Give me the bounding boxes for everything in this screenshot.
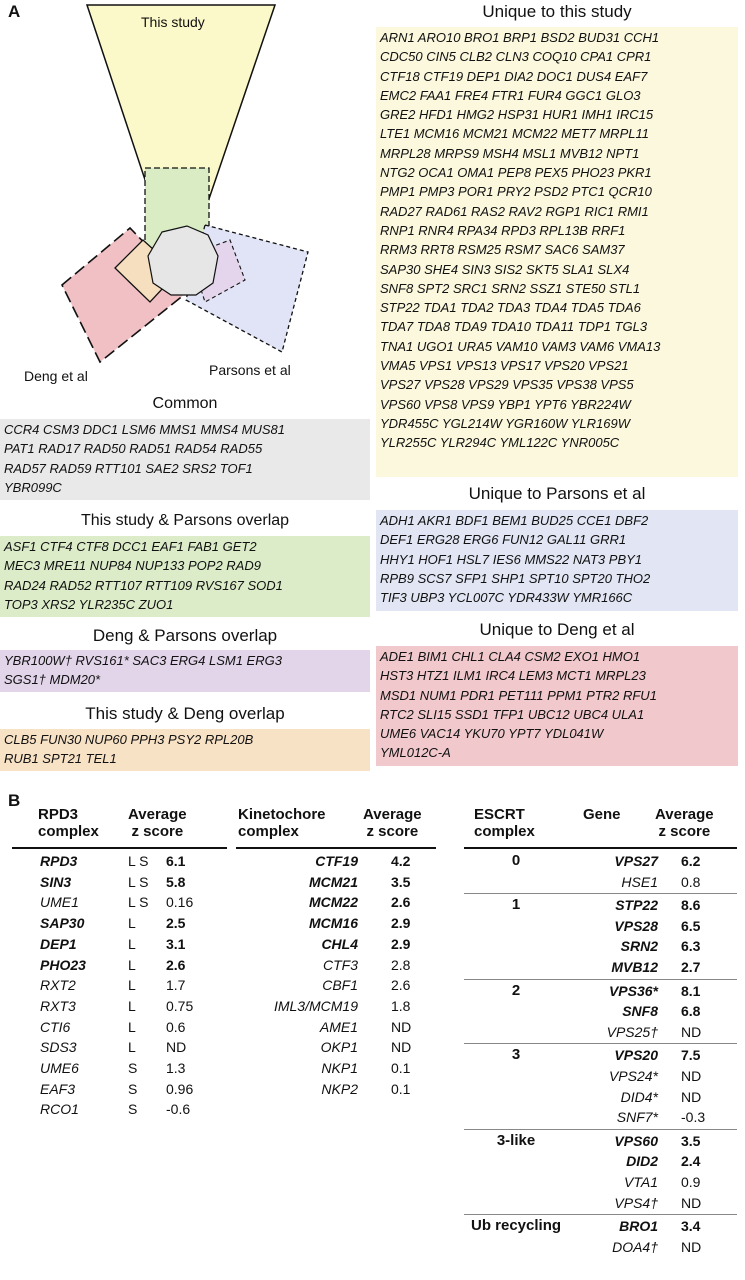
panel-a-label: A [8, 2, 21, 21]
gene-name: CTF3 [323, 956, 358, 973]
gene-name: CTF19 [315, 853, 358, 869]
z-score: 0.6 [166, 1018, 186, 1035]
group-divider [464, 1129, 737, 1130]
gene-name: VPS25† [606, 1023, 658, 1040]
gene-list-line: EMC2 FAA1 FRE4 FTR1 FUR4 GGC1 GLO3 [380, 87, 641, 103]
header-line: RPD3 [38, 806, 79, 823]
gene-list-line: YBR100W† RVS161* SAC3 ERG4 LSM1 ERG3 [4, 653, 282, 668]
rpd3-header-score [128, 806, 187, 840]
gene-list-line: ADH1 AKR1 BDF1 BEM1 BUD25 CCE1 DBF2 [380, 513, 649, 528]
gene-name: VPS24* [608, 1068, 658, 1084]
z-score: -0.3 [681, 1109, 706, 1126]
gene-list-line: SGS1† MDM20* [4, 672, 101, 688]
gene-list-line: HST3 HTZ1 ILM1 IRC4 LEM3 MCT1 MRPL23 [380, 668, 646, 684]
gene-name: VTA1 [624, 1174, 658, 1190]
complex-tag: L [128, 997, 136, 1014]
gene-list [4, 651, 366, 690]
gene-name: OKP1 [320, 1039, 358, 1056]
z-score: ND [681, 1194, 702, 1211]
z-score: 2.9 [391, 935, 411, 952]
gene-name: RCO1 [40, 1101, 79, 1118]
header-line: ESCRT [474, 806, 525, 823]
z-score: 2.5 [166, 915, 186, 932]
gene-name: VPS28 [614, 917, 658, 934]
z-score: ND [681, 1238, 702, 1255]
kinetochore-rule [236, 847, 436, 849]
gene-name: SDS3 [40, 1039, 77, 1056]
gene-list-line: VPS27 VPS28 VPS29 VPS35 VPS38 VPS5 [380, 377, 634, 393]
gene-name: VPS4† [614, 1194, 658, 1211]
gene-name: DID4* [620, 1088, 658, 1105]
complex-tag: L S [128, 873, 149, 890]
gene-list-line: RTC2 SLI15 SSD1 TFP1 UBC12 UBC4 ULA1 [380, 706, 645, 722]
z-score: 6.3 [681, 938, 701, 955]
gene-list-line: SAP30 SHE4 SIN3 SIS2 SKT5 SLA1 SLX4 [380, 261, 630, 277]
rpd3-rule [12, 847, 227, 849]
escrt-header-name [474, 806, 535, 840]
escrt-rule [464, 847, 737, 849]
this-parsons-box [0, 536, 370, 617]
z-score: ND [391, 1018, 412, 1035]
venn-label-deng: Deng et al [24, 368, 88, 384]
gene-list [380, 511, 734, 607]
gene-list-line: VMA5 VPS1 VPS13 VPS17 VPS20 VPS21 [380, 358, 629, 374]
overlap-diagram [0, 0, 370, 390]
venn-label-this-study: This study [141, 14, 205, 30]
z-score: ND [681, 1068, 702, 1084]
gene-list-line: YDR455C YGL214W YGR160W YLR169W [380, 415, 631, 431]
gene-name: RXT3 [40, 997, 76, 1014]
complex-tag: L S [128, 894, 149, 911]
deng-parsons-box [0, 650, 370, 692]
z-score: 0.1 [391, 1060, 411, 1076]
z-score: 2.7 [681, 959, 701, 975]
gene-list-line: CLB5 FUN30 NUP60 PPH3 PSY2 RPL20B [4, 732, 254, 747]
gene-list-line: TDA7 TDA8 TDA9 TDA10 TDA11 TDP1 TGL3 [380, 319, 648, 335]
gene-list-line: LTE1 MCM16 MCM21 MCM22 MET7 MRPL11 [380, 126, 649, 142]
z-score: 7.5 [681, 1047, 701, 1064]
gene-list-line: TIF3 UBP3 YCL007C YDR433W YMR166C [380, 590, 633, 606]
gene-name: HSE1 [621, 873, 658, 890]
complex-tag: S [128, 1060, 138, 1076]
z-score: 0.96 [166, 1080, 194, 1097]
header-line: complex [474, 823, 535, 840]
z-score: 6.8 [681, 1003, 701, 1020]
gene-name: CTI6 [40, 1018, 71, 1035]
gene-name: DID2 [626, 1153, 658, 1170]
this-deng-box [0, 729, 370, 771]
z-score: 8.1 [681, 982, 701, 999]
complex-name: 0 [511, 852, 521, 869]
gene-list-line: YLR255C YLR294C YML122C YNR005C [380, 435, 620, 451]
gene-name: PHO23 [40, 956, 86, 973]
gene-list-line: RPB9 SCS7 SFP1 SHP1 SPT10 SPT20 THO2 [380, 570, 651, 586]
gene-name: SAP30 [40, 915, 85, 932]
gene-list-line: STP22 TDA1 TDA2 TDA3 TDA4 TDA5 TDA6 [380, 300, 641, 316]
z-score: 0.16 [166, 894, 194, 911]
complex-tag: L [128, 935, 136, 952]
complex-tag: L [128, 1039, 136, 1056]
header-line: complex [238, 823, 299, 840]
gene-name: AME1 [319, 1018, 358, 1035]
gene-list-line: RUB1 SPT21 TEL1 [4, 751, 117, 767]
gene-list-line: DEF1 ERG28 ERG6 FUN12 GAL11 GRR1 [380, 532, 627, 548]
complex-tag: L S [128, 853, 149, 869]
gene-list-line: CDC50 CIN5 CLB2 CLN3 COQ10 CPA1 CPR1 [380, 49, 652, 65]
gene-list-line: GRE2 HFD1 HMG2 HSP31 HUR1 IMH1 IRC15 [380, 107, 654, 123]
gene-name: MVB12 [611, 959, 658, 975]
group-divider [464, 1214, 737, 1215]
header-line: Average [655, 806, 714, 823]
z-score: 2.6 [166, 956, 186, 973]
z-score: 1.7 [166, 977, 186, 994]
z-score: 6.1 [166, 853, 186, 869]
gene-list-line: CTF18 CTF19 DEP1 DIA2 DOC1 DUS4 EAF7 [380, 68, 648, 84]
z-score: 5.8 [166, 873, 186, 890]
z-score: -0.6 [166, 1101, 191, 1118]
complex-name: 2 [511, 981, 521, 999]
z-score: ND [681, 1023, 702, 1040]
gene-list [380, 647, 734, 763]
z-score: 0.9 [681, 1174, 701, 1190]
complex-tag: L [128, 915, 136, 932]
z-score: 2.8 [391, 956, 411, 973]
gene-name: CHL4 [321, 935, 358, 952]
gene-list [4, 420, 366, 497]
gene-list-line: ADE1 BIM1 CHL1 CLA4 CSM2 EXO1 HMO1 [380, 649, 641, 664]
unique-deng-title: Unique to Deng et al [479, 620, 635, 639]
gene-name: SNF8 [622, 1003, 658, 1020]
gene-name: MCM16 [308, 915, 358, 932]
group-divider [464, 1043, 737, 1044]
common-box [0, 419, 370, 500]
z-score: 2.6 [391, 977, 411, 994]
escrt-header-score [655, 806, 714, 840]
gene-list-line: UME6 VAC14 YKU70 YPT7 YDL041W [380, 726, 604, 742]
z-score: ND [166, 1039, 187, 1056]
complex-tag: S [128, 1101, 138, 1118]
gene-name: CBF1 [322, 977, 358, 994]
header-line: Average [363, 806, 422, 823]
gene-list-line: YBR099C [4, 479, 62, 495]
rpd3-header-name [38, 806, 99, 840]
complex-tag: L [128, 1018, 136, 1035]
z-score: 1.8 [391, 997, 411, 1014]
gene-name: VPS20 [614, 1047, 658, 1064]
kinetochore-header-score [363, 806, 422, 840]
gene-name: DEP1 [40, 935, 77, 952]
z-score: 0.8 [681, 873, 701, 890]
complex-name: 3 [511, 1046, 521, 1064]
group-divider [464, 893, 737, 894]
z-score: 3.5 [681, 1132, 701, 1149]
group-divider [464, 979, 737, 980]
gene-list-line: PMP1 PMP3 POR1 PRY2 PSD2 PTC1 QCR10 [380, 184, 652, 200]
gene-list-line: RRM3 RRT8 RSM25 RSM7 SAC6 SAM37 [380, 242, 625, 258]
gene-name: EAF3 [40, 1080, 76, 1097]
z-score: 3.1 [166, 935, 186, 952]
gene-list [4, 537, 366, 614]
gene-name: UME6 [40, 1060, 79, 1076]
gene-name: SRN2 [620, 938, 658, 955]
gene-name: VPS27 [614, 853, 658, 869]
gene-list-line: CCR4 CSM3 DDC1 LSM6 MMS1 MMS4 MUS81 [4, 422, 286, 437]
gene-list-line: TOP3 XRS2 YLR235C ZUO1 [4, 596, 174, 612]
z-score: 2.9 [391, 915, 411, 932]
unique-this-study-box [376, 27, 738, 477]
panel-b-label: B [8, 791, 21, 810]
complex-tag: L [128, 977, 136, 994]
gene-list-line: PAT1 RAD17 RAD50 RAD51 RAD54 RAD55 [4, 441, 263, 457]
z-score: 2.4 [681, 1153, 701, 1170]
gene-list-line: SNF8 SPT2 SRC1 SRN2 SSZ1 STE50 STL1 [380, 280, 641, 296]
this-deng-title: This study & Deng overlap [85, 704, 285, 723]
venn-label-parsons: Parsons et al [209, 362, 291, 378]
gene-list-line: YML012C-A [380, 745, 451, 761]
this-parsons-title: This study & Parsons overlap [80, 512, 290, 529]
gene-name: RPD3 [40, 853, 78, 869]
z-score: 0.1 [391, 1080, 411, 1097]
gene-name: RXT2 [40, 977, 76, 994]
gene-list-line: ASF1 CTF4 CTF8 DCC1 EAF1 FAB1 GET2 [4, 539, 257, 554]
gene-name: STP22 [615, 897, 658, 914]
z-score: 4.2 [391, 853, 411, 869]
gene-list-line: RAD27 RAD61 RAS2 RAV2 RGP1 RIC1 RMI1 [380, 203, 649, 219]
gene-list-line: TNA1 UGO1 URA5 VAM10 VAM3 VAM6 VMA13 [380, 338, 661, 354]
escrt-header-gene: Gene [583, 806, 621, 823]
header-line: z score [366, 823, 419, 840]
gene-list-line: HHY1 HOF1 HSL7 IES6 MMS22 NAT3 PBY1 [380, 551, 643, 567]
header-line: complex [38, 823, 99, 840]
gene-list-line: RAD57 RAD59 RTT101 SAE2 SRS2 TOF1 [4, 460, 253, 476]
gene-list-line: RAD24 RAD52 RTT107 RTT109 RVS167 SOD1 [4, 577, 283, 593]
gene-list [4, 730, 366, 769]
gene-name: IML3/MCM19 [273, 997, 358, 1014]
complex-name: Ub recycling [470, 1217, 562, 1235]
gene-name: SNF7* [616, 1109, 658, 1126]
gene-name: NKP2 [321, 1080, 358, 1097]
gene-name: NKP1 [321, 1060, 358, 1076]
gene-name: DOA4† [612, 1238, 658, 1255]
gene-list-line: MSD1 NUM1 PDR1 PET111 PPM1 PTR2 RFU1 [380, 687, 657, 703]
z-score: 6.5 [681, 917, 701, 934]
complex-tag: L [128, 956, 136, 973]
gene-name: VPS36* [608, 982, 658, 999]
header-line: Kinetochore [238, 806, 326, 823]
gene-name: BRO1 [619, 1218, 658, 1235]
z-score: 3.4 [681, 1218, 701, 1235]
complex-tag: S [128, 1080, 138, 1097]
header-line: Average [128, 806, 187, 823]
gene-list-line: VPS60 VPS8 VPS9 YBP1 YPT6 YBR224W [380, 396, 631, 412]
gene-list-line: MEC3 MRE11 NUP84 NUP133 POP2 RAD9 [4, 558, 261, 574]
gene-name: VPS60 [614, 1132, 658, 1149]
z-score: 3.5 [391, 873, 411, 890]
gene-list-line: RNP1 RNR4 RPA34 RPD3 RPL13B RRF1 [380, 222, 626, 238]
z-score: 6.2 [681, 853, 701, 869]
complex-name: 3-like [496, 1131, 536, 1149]
common-title: Common [152, 395, 218, 412]
z-score: 0.75 [166, 997, 194, 1014]
deng-parsons-title: Deng & Parsons overlap [92, 626, 278, 645]
complex-name: 1 [511, 896, 521, 914]
gene-name: SIN3 [40, 873, 72, 890]
gene-name: MCM22 [308, 894, 358, 911]
gene-list-line: ARN1 ARO10 BRO1 BRP1 BSD2 BUD31 CCH1 [380, 30, 660, 45]
gene-list [380, 28, 734, 453]
gene-name: UME1 [40, 894, 79, 911]
z-score: 2.6 [391, 894, 411, 911]
kinetochore-header-name [238, 806, 326, 840]
unique-parsons-box [376, 510, 738, 611]
z-score: ND [391, 1039, 412, 1056]
z-score: ND [681, 1088, 702, 1105]
unique-parsons-title: Unique to Parsons et al [468, 484, 646, 503]
z-score: 1.3 [166, 1060, 186, 1076]
header-line: z score [658, 823, 711, 840]
gene-list-line: MRPL28 MRPS9 MSH4 MSL1 MVB12 NPT1 [380, 145, 640, 161]
z-score: 8.6 [681, 897, 701, 914]
gene-list-line: NTG2 OCA1 OMA1 PEP8 PEX5 PHO23 PKR1 [380, 165, 652, 181]
unique-deng-box [376, 646, 738, 766]
unique-this-study-title: Unique to this study [482, 2, 632, 21]
gene-name: MCM21 [308, 873, 358, 890]
header-line: z score [131, 823, 184, 840]
